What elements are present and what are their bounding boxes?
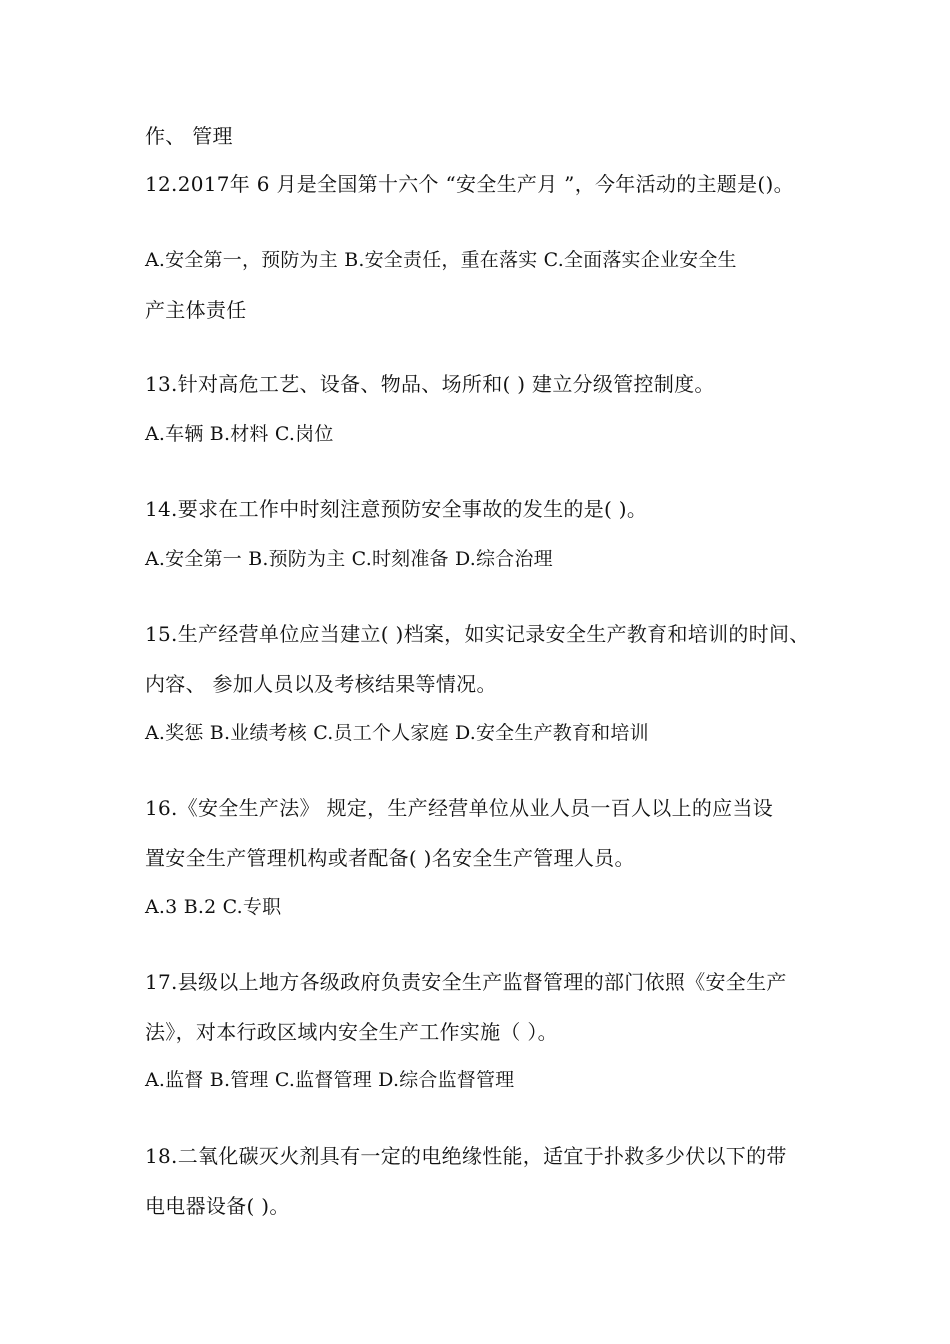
question-17-options: A.监督 B.管理 C.监督管理 D.综合监督管理 bbox=[145, 1069, 515, 1091]
question-17-stem-cont: 法》，对本行政区域内安全生产工作实施（ ）。 bbox=[145, 1020, 558, 1044]
question-14-stem: 14.要求在工作中时刻注意预防安全事故的发生的是( )。 bbox=[145, 497, 648, 521]
question-12-options: A.安全第一，预防为主 B.安全责任，重在落实 C.全面落实企业安全生 bbox=[145, 249, 737, 271]
question-14-options: A.安全第一 B.预防为主 C.时刻准备 D.综合治理 bbox=[145, 548, 553, 570]
text-line-continuation: 作、 管理 bbox=[145, 124, 233, 148]
question-18-stem-cont: 电电器设备( )。 bbox=[145, 1194, 290, 1218]
question-12-options-cont: 产主体责任 bbox=[145, 298, 247, 322]
question-16-stem: 16.《安全生产法》 规定，生产经营单位从业人员一百人以上的应当设 bbox=[145, 796, 774, 820]
question-15-options: A.奖惩 B.业绩考核 C.员工个人家庭 D.安全生产教育和培训 bbox=[145, 722, 649, 744]
question-16-options: A.3 B.2 C.专职 bbox=[145, 896, 282, 918]
question-12-stem: 12.2017年 6 月是全国第十六个 “安全生产月 ”，今年活动的主题是()。 bbox=[145, 172, 794, 196]
question-16-stem-cont: 置安全生产管理机构或者配备( )名安全生产管理人员。 bbox=[145, 846, 635, 870]
question-15-stem: 15.生产经营单位应当建立( )档案，如实记录安全生产教育和培训的时间、 bbox=[145, 622, 810, 646]
question-13-options: A.车辆 B.材料 C.岗位 bbox=[145, 423, 334, 445]
question-17-stem: 17.县级以上地方各级政府负责安全生产监督管理的部门依照《安全生产 bbox=[145, 970, 787, 994]
question-15-stem-cont: 内容、 参加人员以及考核结果等情况。 bbox=[145, 672, 497, 696]
question-13-stem: 13.针对高危工艺、设备、物品、场所和( ) 建立分级管控制度。 bbox=[145, 372, 715, 396]
question-18-stem: 18.二氧化碳灭火剂具有一定的电绝缘性能，适宜于扑救多少伏以下的带 bbox=[145, 1144, 787, 1168]
